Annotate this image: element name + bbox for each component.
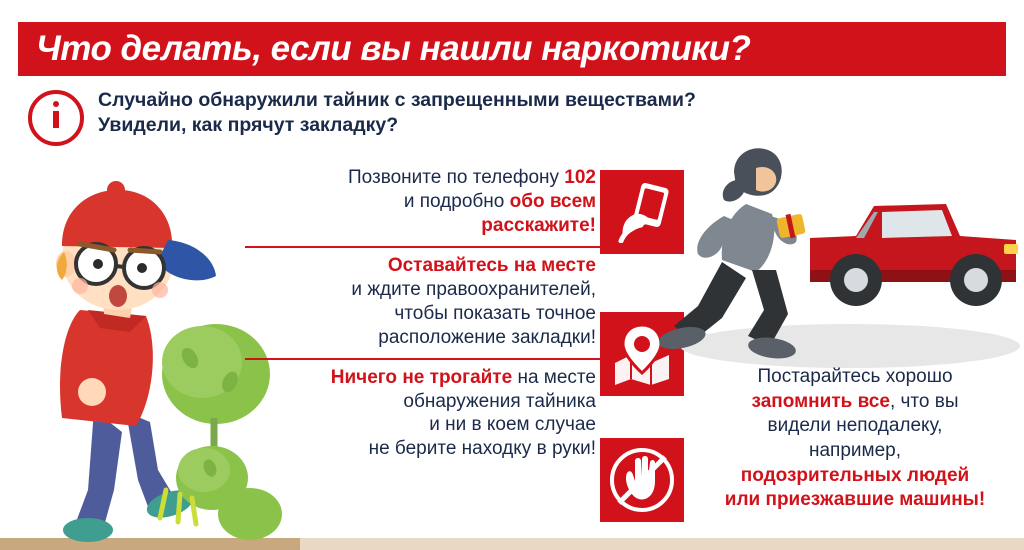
- page-title: Что делать, если вы нашли наркотики?: [36, 29, 751, 68]
- remember-note: [700, 365, 1010, 513]
- info-icon: [28, 90, 84, 146]
- advice-text-do-not-touch: Ничего не трогайте на месте обнаружения тайника и ни в коем случае не берите находку в руки!: [330, 366, 596, 460]
- advice-text-stay-in-place: Оставайтесь на месте и ждите правоохранителей, чтобы показать точное расположение закладки!: [351, 254, 596, 348]
- remember-note-text: Постарайтесь хорошо запомнить все, что вы видели неподалеку, например, подозрительных людей или приезжавшие машины!: [724, 366, 986, 511]
- advice-list: [245, 160, 600, 469]
- runner-and-car-illustration: [660, 120, 1024, 370]
- advice-text-call-police: Позвоните по телефону 102 и подробно обо всем расскажите!: [348, 167, 596, 236]
- advice-item-stay-in-place: [245, 248, 600, 358]
- stop-hand-icon-tile: [600, 438, 684, 522]
- intro-line-1: Случайно обнаружили тайник с запрещенными веществами?: [98, 89, 696, 111]
- advice-item-call-police: [245, 160, 600, 246]
- advice-item-do-not-touch: [245, 360, 600, 470]
- stop-hand-icon: [609, 447, 675, 513]
- poster-title-bar: [18, 22, 1006, 76]
- intro-text: [98, 88, 696, 138]
- intro-line-2: Увидели, как прячут закладку?: [98, 113, 399, 136]
